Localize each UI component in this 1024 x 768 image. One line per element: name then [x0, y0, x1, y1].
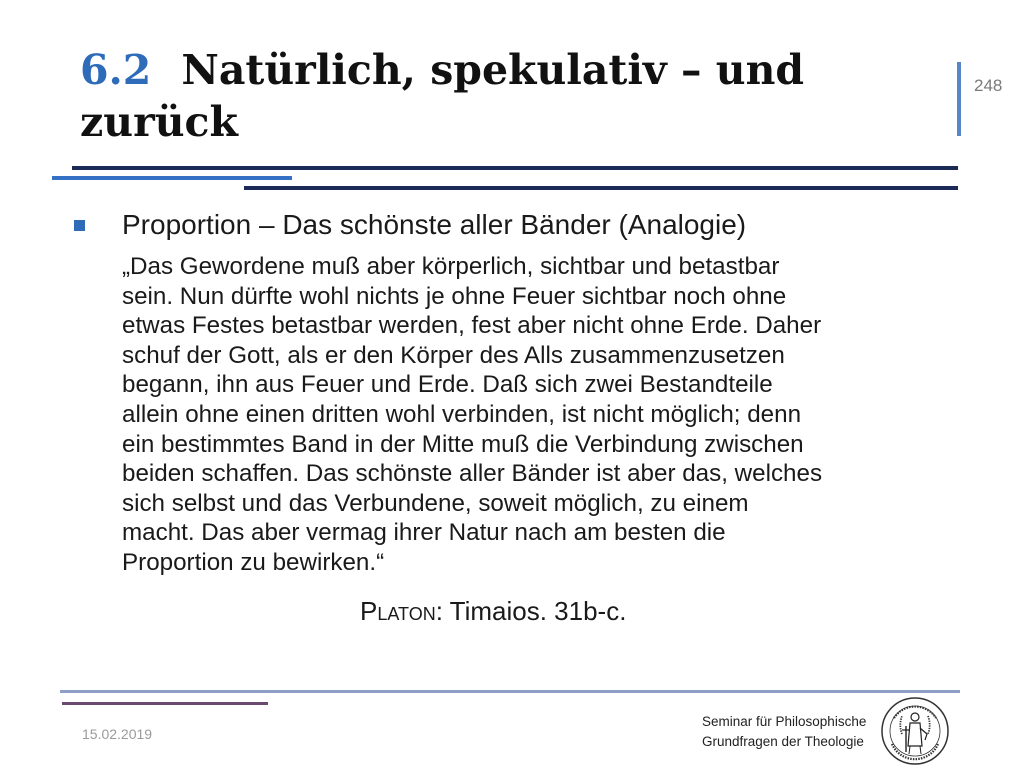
square-bullet-icon [74, 220, 85, 231]
quote-line: etwas Festes betastbar werden, fest aber nicht ohne Erde. Daher [122, 312, 822, 340]
citation-author: Platon [360, 596, 436, 626]
section-number: 6.2 [80, 46, 152, 94]
seminar-line-2: Grundfragen der Theologie [702, 734, 864, 749]
quote-line: sein. Nun dürfte wohl nichts je ohne Feuer sichtbar noch ohne [122, 282, 787, 310]
footer-rule-accent [62, 702, 268, 705]
citation [360, 594, 626, 628]
quote-line: beiden schaffen. Das schönste aller Bänder ist aber das, welches [122, 460, 823, 488]
quote-line: allein ohne einen dritten wohl verbinden, ist nicht möglich; denn [122, 400, 802, 428]
quote-line: schuf der Gott, als er den Körper des Alls zusammenzusetzen [122, 341, 785, 369]
quote-line: „Das Gewordene muß aber körperlich, sichtbar und betastbar [122, 253, 780, 280]
page-number: 248 [974, 76, 1003, 95]
seminar-name [702, 712, 866, 752]
citation-work: : Timaios. 31b-c. [435, 596, 627, 626]
seminar-line-1: Seminar für Philosophische [702, 714, 867, 729]
quote-line: sich selbst und das Verbundene, soweit möglich, zu einem [122, 489, 749, 517]
title-text: Natürlich, spekulativ – und zurück [80, 46, 805, 146]
header-rule-top [72, 166, 958, 170]
quote-line: Proportion zu bewirken.“ [122, 548, 385, 576]
bullet-heading: Proportion – Das schönste aller Bänder (Analogie) [122, 209, 747, 240]
quote-line: ein bestimmtes Band in der Mitte muß die Verbindung zwischen [122, 430, 804, 458]
quote-line: macht. Das aber vermag ihrer Natur nach am besten die [122, 519, 726, 547]
university-seal-icon [880, 696, 950, 766]
quote-block [122, 252, 962, 578]
header-rule-accent [52, 176, 292, 180]
quote-line: begann, ihn aus Feuer und Erde. Daß sich zwei Bestandteile [122, 371, 773, 399]
page-number-bar [957, 62, 961, 136]
slide-date: 15.02.2019 [82, 726, 153, 742]
footer-rule [60, 690, 960, 693]
slide-title [80, 44, 940, 148]
header-rule-bottom [244, 186, 958, 190]
